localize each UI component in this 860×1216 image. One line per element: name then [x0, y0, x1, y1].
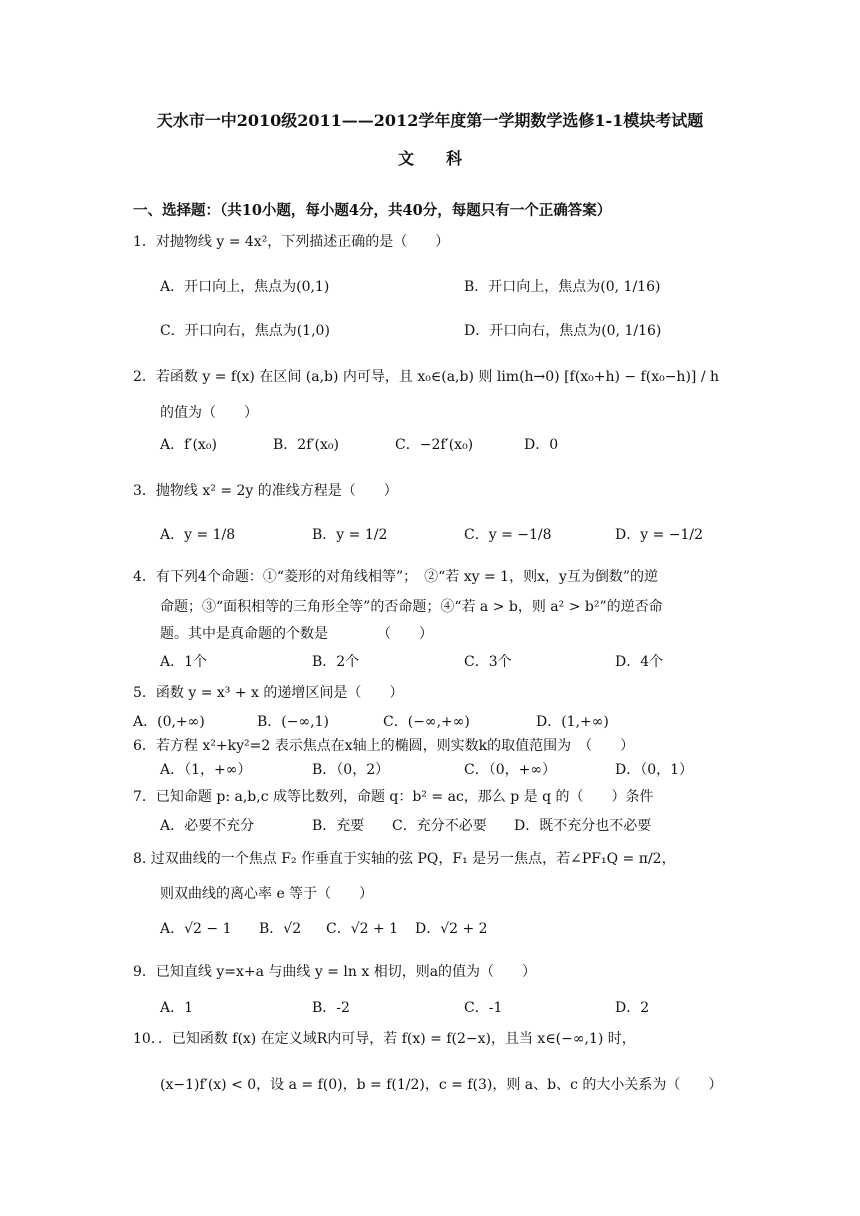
question-10-stem-line2: (x−1)f′(x) < 0，设 a = f(0)，b = f(1/2)，c = f(3)，则 a、b、c 的大小关系为（ ） [160, 1077, 723, 1093]
question-7-option-b: B．充要 [312, 818, 365, 834]
question-7-option-d: D．既不充分也不必要 [514, 818, 652, 834]
question-7-stem: 7．已知命题 p: a,b,c 成等比数列，命题 q：b² = ac，那么 p 是 q 的（ ）条件 [133, 789, 654, 805]
question-8-option-c: C．√2 + 1 [326, 921, 399, 937]
question-3-option-a: A．y = 1/8 [160, 527, 236, 543]
question-1-option-d: D．开口向右，焦点为(0, 1/16) [464, 323, 662, 339]
question-4-stem-line3: 题。其中是真命题的个数是 （ ） [160, 626, 433, 642]
question-6-option-c: C．（0，+∞） [464, 762, 557, 778]
question-9-option-a: A．1 [160, 1000, 194, 1016]
question-5-option-b: B．(−∞,1) [257, 714, 329, 730]
question-6-option-a: A．（1，+∞） [160, 762, 252, 778]
question-3-option-d: D．y = −1/2 [615, 527, 704, 543]
question-5-stem: 5．函数 y = x³ + x 的递增区间是（ ） [133, 685, 404, 701]
question-2-stem: 2．若函数 y = f(x) 在区间 (a,b) 内可导，且 x₀∈(a,b) 则 lim(h→0) [f(x₀+h) − f(x₀−h)] / h [133, 369, 720, 385]
question-4-option-c: C．3个 [464, 654, 512, 670]
question-2-option-b: B．2f′(x₀) [273, 437, 339, 453]
question-2-option-c: C．−2f′(x₀) [395, 437, 474, 453]
question-5-option-c: C．(−∞,+∞) [383, 714, 470, 730]
section-heading: 一、选择题：（共10小题，每小题4分，共40分，每题只有一个正确答案） [133, 202, 612, 219]
question-9-stem: 9．已知直线 y=x+a 与曲线 y = ln x 相切，则a的值为（ ） [133, 964, 537, 980]
question-3-option-c: C．y = −1/8 [464, 527, 552, 543]
question-3-stem: 3．抛物线 x² = 2y 的准线方程是（ ） [133, 483, 398, 499]
question-4-stem: 4．有下列4个命题：①“菱形的对角线相等”； ②“若 xy = 1，则x，y互为倒数”的逆 [133, 569, 659, 585]
question-2-option-a: A．f′(x₀) [160, 437, 217, 453]
question-6-option-b: B．（0，2） [312, 762, 390, 778]
question-7-option-a: A．必要不充分 [160, 818, 255, 834]
question-9-option-d: D．2 [615, 1000, 650, 1016]
question-6-option-d: D．（0，1） [615, 762, 694, 778]
question-1-option-a: A．开口向上，焦点为(0,1) [160, 279, 330, 295]
question-2-stem-line2: 的值为（ ） [160, 405, 258, 421]
question-8-stem: 8. 过双曲线的一个焦点 F₂ 作垂直于实轴的弦 PQ，F₁ 是另一焦点，若∠PF₁Q = π/2， [133, 851, 676, 867]
question-8-stem-line2: 则双曲线的离心率 e 等于（ ） [160, 886, 374, 902]
question-5-option-a: A．(0,+∞) [133, 714, 205, 730]
question-1-option-b: B．开口向上，焦点为(0, 1/16) [464, 279, 661, 295]
question-1-option-c: C．开口向右，焦点为(1,0) [160, 323, 330, 339]
question-4-stem-line2: 命题；③“面积相等的三角形全等”的否命题；④“若 a > b，则 a² > b²”的逆否命 [160, 599, 663, 615]
question-6-stem: 6．若方程 x²+ky²=2 表示焦点在x轴上的椭圆，则实数k的取值范围为 （ ） [133, 738, 635, 754]
question-1-stem: 1．对抛物线 y = 4x²，下列描述正确的是（ ） [133, 234, 450, 250]
question-2-option-d: D．0 [524, 437, 559, 453]
question-8-option-b: B．√2 [259, 921, 302, 937]
question-4-option-b: B．2个 [312, 654, 360, 670]
question-8-option-d: D．√2 + 2 [415, 921, 488, 937]
question-4-option-d: D．4个 [615, 654, 664, 670]
question-3-option-b: B．y = 1/2 [312, 527, 388, 543]
exam-title: 天水市一中2010级2011——2012学年度第一学期数学选修1-1模块考试题 [156, 111, 704, 130]
question-10-stem: 10．．已知函数 f(x) 在定义域R内可导，若 f(x) = f(2−x)，且当 x∈(−∞,1) 时， [133, 1031, 636, 1047]
question-7-option-c: C．充分不必要 [392, 818, 487, 834]
question-5-option-d: D．(1,+∞) [536, 714, 609, 730]
question-9-option-c: C．-1 [464, 1000, 503, 1016]
question-9-option-b: B．-2 [312, 1000, 350, 1016]
question-8-option-a: A．√2 − 1 [160, 921, 232, 937]
exam-subtitle: 文 科 [397, 149, 462, 168]
question-4-option-a: A．1个 [160, 654, 208, 670]
